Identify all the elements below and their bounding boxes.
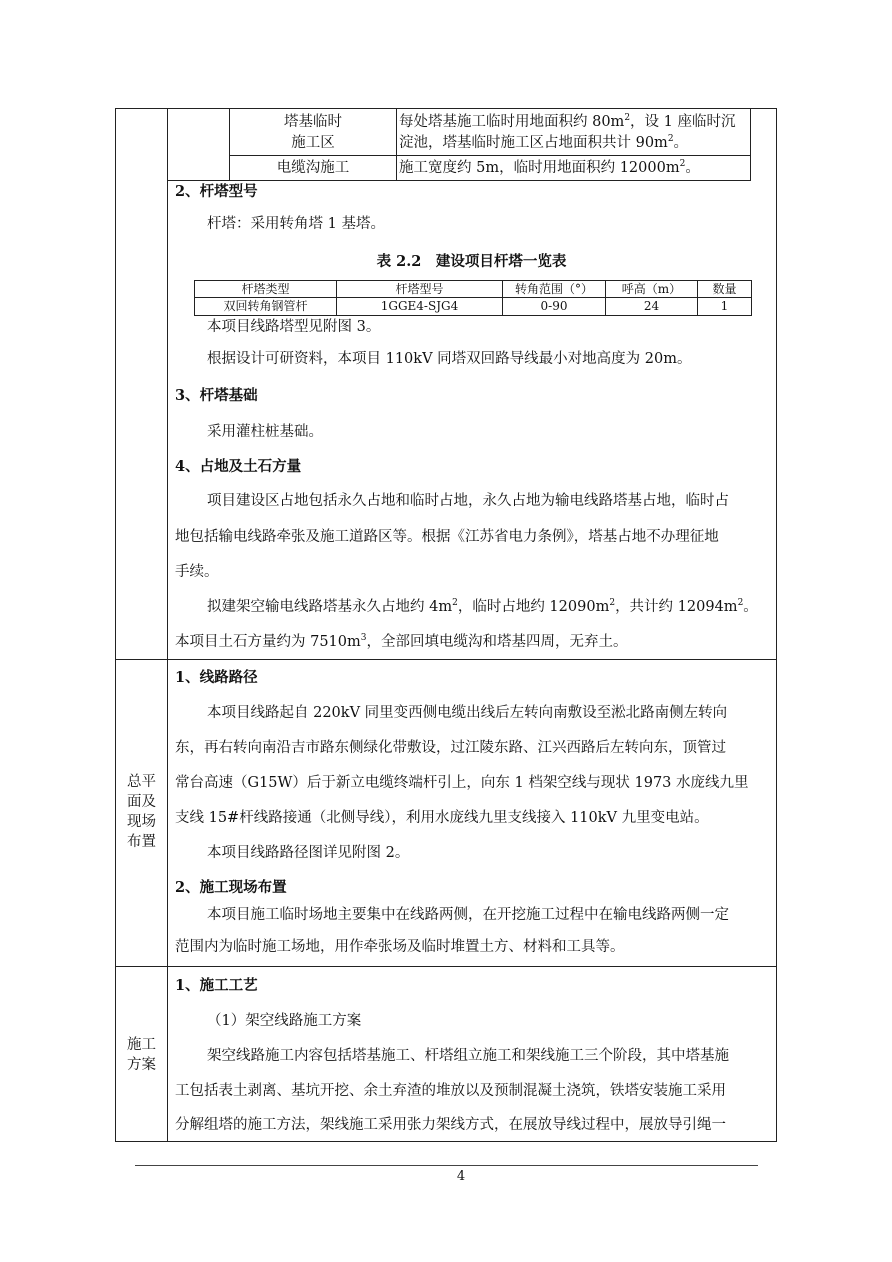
paragraph-land-line2: 地包括输电线路牵张及施工道路区等。根据《江苏省电力条例》，塔基占地不办理征地 (175, 529, 719, 545)
table-border-left (115, 108, 116, 1142)
heading-land-use: 4、占地及土石方量 (175, 458, 302, 475)
paragraph-area-line2: 本项目土石方量约为 $7510m^3$，全部回填电缆沟和塔基四周，无弃土。 (175, 633, 628, 650)
subtable-col2-right (396, 108, 397, 180)
heading-process: 1、施工工艺 (175, 977, 258, 994)
table-border-top (115, 108, 777, 109)
paragraph-overhead-line3: 分解组塔的施工方法，架线施工采用张力架线方式，在展放导线过程中，展放导引绳一 (175, 1117, 726, 1133)
table-border-bottom (115, 1141, 777, 1142)
paragraph-tower: 杆塔：采用转角塔 1 基塔。 (207, 216, 385, 232)
table-cell-model: 1GGE4-SJG4 (380, 299, 459, 313)
subtable-col3-right (750, 108, 751, 180)
heading-tower-model: 2、杆塔型号 (175, 183, 258, 200)
paragraph-route-line1: 本项目线路起自 220kV 同里变西侧电缆出线后左转向南敷设至淞北路南侧左转向 (207, 705, 728, 721)
paragraph-land-line3: 手续。 (175, 564, 219, 580)
subtable-cell-type-line2: 施工区 (291, 135, 335, 151)
heading-tower-foundation: 3、杆塔基础 (175, 387, 258, 404)
paragraph-overhead-line2: 工包括表土剥离、基坑开挖、余土弃渣的堆放以及预制混凝土浇筑，铁塔安装施工采用 (175, 1083, 726, 1099)
subtable-cell-cable: 电缆沟施工 (276, 160, 350, 176)
paragraph-tower-figure: 本项目线路塔型见附图 3。 (207, 319, 381, 335)
subtable-cell-type-line1: 塔基临时 (284, 114, 342, 130)
subtable-cell-cable-desc: 施工宽度约 5m，临时用地面积约 $12000m^2$。 (399, 159, 700, 176)
subtable-bottom (167, 180, 751, 181)
subtable-row-divider (229, 155, 751, 156)
paragraph-site-line1: 本项目施工临时场地主要集中在线路两侧，在开挖施工过程中在输电线路两侧一定 (207, 907, 729, 923)
table-header-height: 呼高（m） (621, 282, 682, 296)
paragraph-route-line2: 东，再右转向南沿吉市路东侧绿化带敷设，过江陵东路、江兴西路后左转向东，顶管过 (175, 740, 726, 756)
table-cell-height: 24 (643, 299, 660, 313)
paragraph-site-line2: 范围内为临时施工场地，用作牵张场及临时堆置土方、材料和工具等。 (175, 939, 625, 955)
paragraph-area-line1: 拟建架空输电线路塔基永久占地约 $4m^2$，临时占地约 $12090m^2$，共计约 $12094m^2$。 (207, 598, 758, 615)
footer-rule (135, 1165, 758, 1166)
paragraph-foundation: 采用灌柱桩基础。 (207, 424, 323, 440)
heading-route: 1、线路路径 (175, 669, 258, 686)
table-cell-angle: 0-90 (540, 299, 568, 313)
section-divider-2 (115, 966, 777, 967)
table-header-model: 杆塔型号 (395, 282, 444, 296)
row-label-layout: 总平 面及 现场 布置 (127, 774, 156, 850)
paragraph-route-line4: 支线 15#杆线路接通（北侧导线），利用水庞线九里支线接入 110kV 九里变电站。 (175, 810, 709, 826)
section-divider-1 (115, 659, 777, 660)
subtable-cell-desc-line2: 淀池，塔基临时施工区占地面积共计 $90m^2$。 (399, 134, 689, 151)
heading-site-layout: 2、施工现场布置 (175, 879, 287, 896)
table-header-type: 杆塔类型 (241, 282, 290, 296)
table-cell-count: 1 (720, 299, 729, 313)
table-header-angle: 转角范围（°） (514, 282, 593, 296)
table-border-right (776, 108, 777, 1142)
row-label-construction: 施工 方案 (127, 1037, 156, 1073)
paragraph-clearance: 根据设计可研资料，本项目 110kV 同塔双回路导线最小对地高度为 20m。 (207, 351, 692, 367)
paragraph-land-line1: 项目建设区占地包括永久占地和临时占地，永久占地为输电线路塔基占地，临时占 (207, 493, 729, 509)
table-header-count: 数量 (712, 282, 737, 296)
table-caption: 表 2.2 建设项目杆塔一览表 (376, 253, 567, 270)
tower-table (194, 280, 752, 316)
paragraph-overhead-line1: 架空线路施工内容包括塔基施工、杆塔组立施工和架线施工三个阶段，其中塔基施 (207, 1048, 729, 1064)
page-number: 4 (456, 1169, 466, 1184)
paragraph-route-figure: 本项目线路路径图详见附图 2。 (207, 845, 410, 861)
subtable-cell-desc-line1: 每处塔基施工临时用地面积约 $80m^2$，设 1 座临时沉 (399, 113, 736, 130)
table-cell-type: 双回转角钢管杆 (223, 299, 308, 313)
subheading-overhead: （1）架空线路施工方案 (207, 1013, 362, 1029)
paragraph-route-line3: 常台高速（G15W）后于新立电缆终端杆引上，向东 1 档架空线与现状 1973 水庞线九里 (175, 775, 749, 791)
